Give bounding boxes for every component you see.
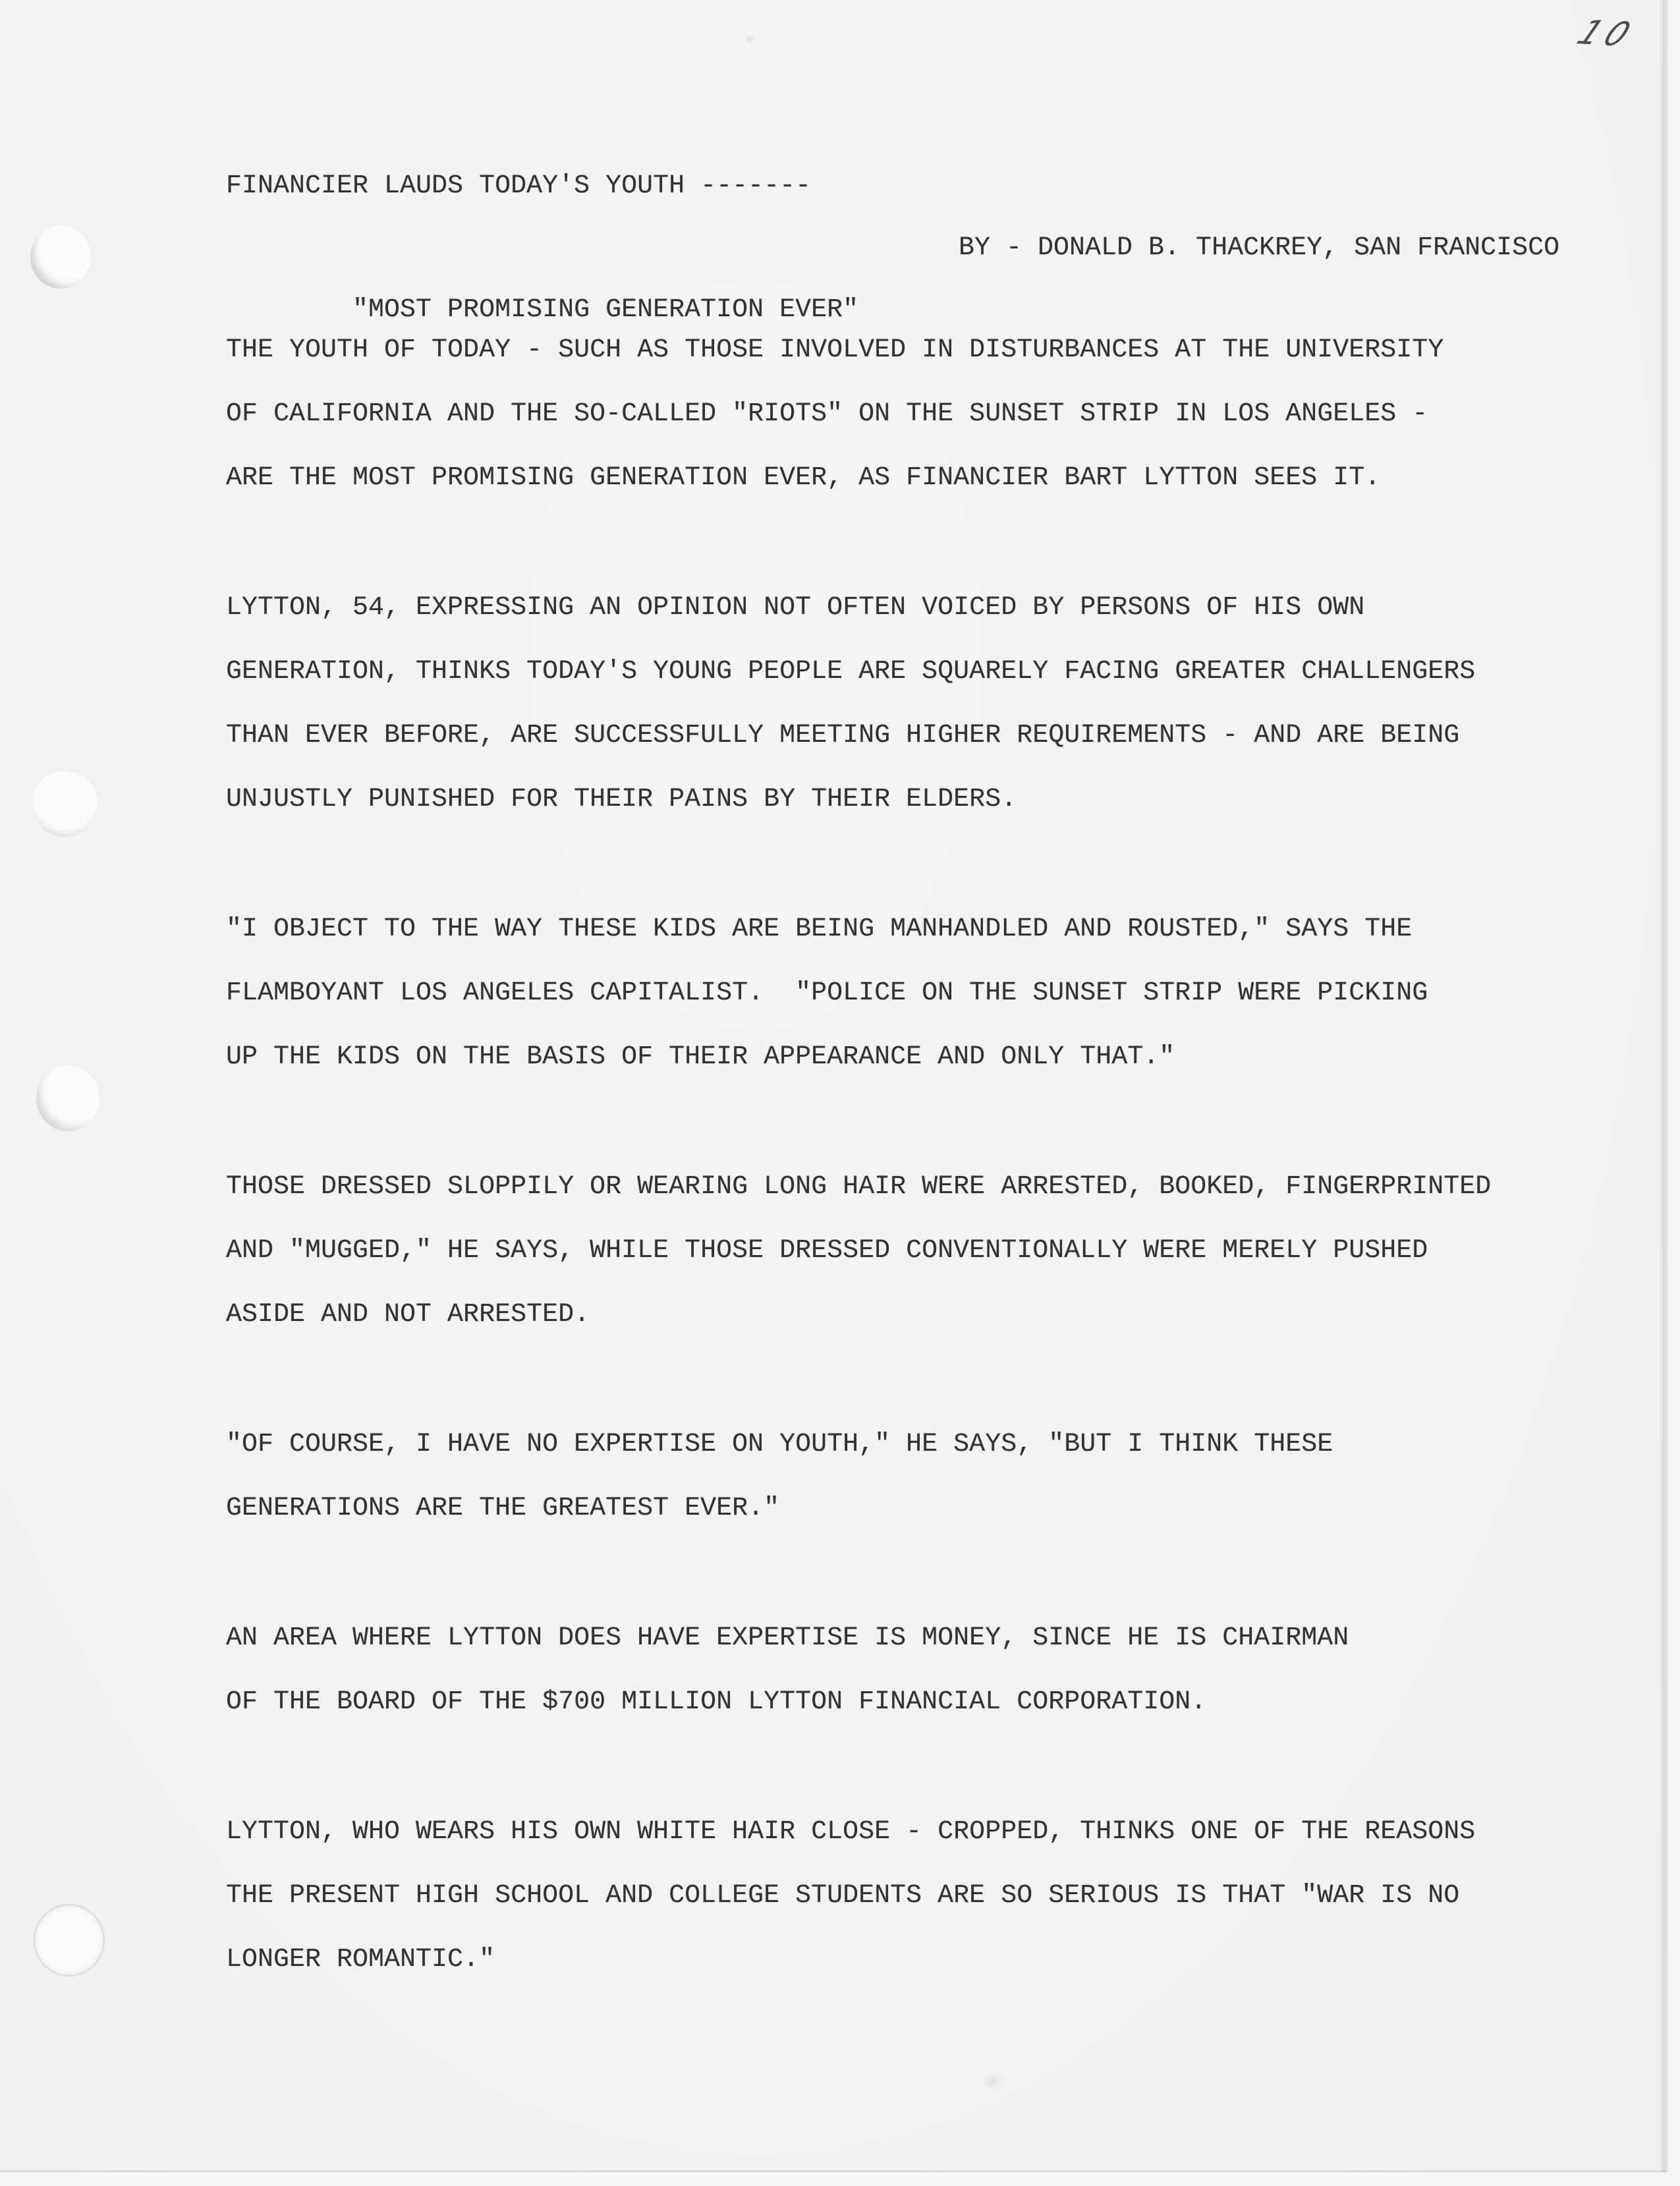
hole-punch-top — [30, 225, 91, 289]
paragraph-2 — [226, 576, 1577, 831]
paper-right-edge — [1659, 0, 1668, 2186]
text-line: OF CALIFORNIA AND THE SO-CALLED "RIOTS" ON THE SUNSET STRIP IN LOS ANGELES - — [226, 399, 1428, 429]
paragraph-1 — [226, 318, 1577, 510]
text-line: LYTTON, WHO WEARS HIS OWN WHITE HAIR CLOSE - CROPPED, THINKS ONE OF THE REASONS — [226, 1817, 1476, 1847]
headline-title-line1: FINANCIER LAUDS TODAY'S YOUTH ------- — [226, 171, 812, 201]
text-line: OF THE BOARD OF THE $700 MILLION LYTTON FINANCIAL CORPORATION. — [226, 1687, 1207, 1717]
headline — [226, 155, 1577, 325]
text-line: GENERATION, THINKS TODAY'S YOUNG PEOPLE ARE SQUARELY FACING GREATER CHALLENGERS — [226, 657, 1476, 687]
text-line: LONGER ROMANTIC." — [226, 1945, 495, 1975]
scan-background-bottom — [0, 2172, 1668, 2186]
text-line: ARE THE MOST PROMISING GENERATION EVER, AS FINANCIER BART LYTTON SEES IT. — [226, 463, 1381, 493]
text-line: AND "MUGGED," HE SAYS, WHILE THOSE DRESSED CONVENTIONALLY WERE MERELY PUSHED — [226, 1236, 1428, 1266]
text-line: UNJUSTLY PUNISHED FOR THEIR PAINS BY THEIR ELDERS. — [226, 785, 1017, 814]
text-line: UP THE KIDS ON THE BASIS OF THEIR APPEARANCE AND ONLY THAT." — [226, 1042, 1175, 1072]
handwritten-page-number: 10 — [1571, 13, 1643, 55]
paragraph-6 — [226, 1606, 1577, 1734]
headline-title-line2: "MOST PROMISING GENERATION EVER" — [352, 295, 859, 325]
text-line: THAN EVER BEFORE, ARE SUCCESSFULLY MEETING HIGHER REQUIREMENTS - AND ARE BEING — [226, 721, 1460, 750]
scan-smudge — [982, 2072, 1004, 2090]
text-line: THE PRESENT HIGH SCHOOL AND COLLEGE STUDENTS ARE SO SERIOUS IS THAT "WAR IS NO — [226, 1881, 1460, 1911]
text-line: AN AREA WHERE LYTTON DOES HAVE EXPERTISE IS MONEY, SINCE HE IS CHAIRMAN — [226, 1623, 1349, 1653]
hole-punch-middle — [36, 1065, 99, 1131]
text-line: "OF COURSE, I HAVE NO EXPERTISE ON YOUTH," HE SAYS, "BUT I THINK THESE — [226, 1430, 1333, 1459]
text-line: THOSE DRESSED SLOPPILY OR WEARING LONG HAIR WERE ARRESTED, BOOKED, FINGERPRINTED — [226, 1172, 1492, 1202]
text-line: LYTTON, 54, EXPRESSING AN OPINION NOT OFTEN VOICED BY PERSONS OF HIS OWN — [226, 593, 1365, 623]
typewritten-content — [226, 155, 1577, 1992]
scan-smudge — [744, 34, 755, 45]
paragraph-4 — [226, 1155, 1577, 1347]
scan-background-right — [1668, 0, 1680, 2186]
hole-punch-upper-middle — [32, 771, 98, 837]
text-line: "I OBJECT TO THE WAY THESE KIDS ARE BEING MANHANDLED AND ROUSTED," SAYS THE — [226, 914, 1413, 944]
paragraph-5 — [226, 1413, 1577, 1540]
byline: BY - DONALD B. THACKREY, SAN FRANCISCO — [959, 233, 1560, 263]
hole-punch-bottom — [34, 1904, 105, 1976]
text-line: ASIDE AND NOT ARRESTED. — [226, 1300, 590, 1330]
text-line: THE YOUTH OF TODAY - SUCH AS THOSE INVOLVED IN DISTURBANCES AT THE UNIVERSITY — [226, 335, 1444, 365]
text-line: FLAMBOYANT LOS ANGELES CAPITALIST. "POLICE ON THE SUNSET STRIP WERE PICKING — [226, 978, 1428, 1008]
paragraph-3 — [226, 897, 1577, 1089]
paragraph-7 — [226, 1800, 1577, 1992]
text-line: GENERATIONS ARE THE GREATEST EVER." — [226, 1494, 780, 1523]
